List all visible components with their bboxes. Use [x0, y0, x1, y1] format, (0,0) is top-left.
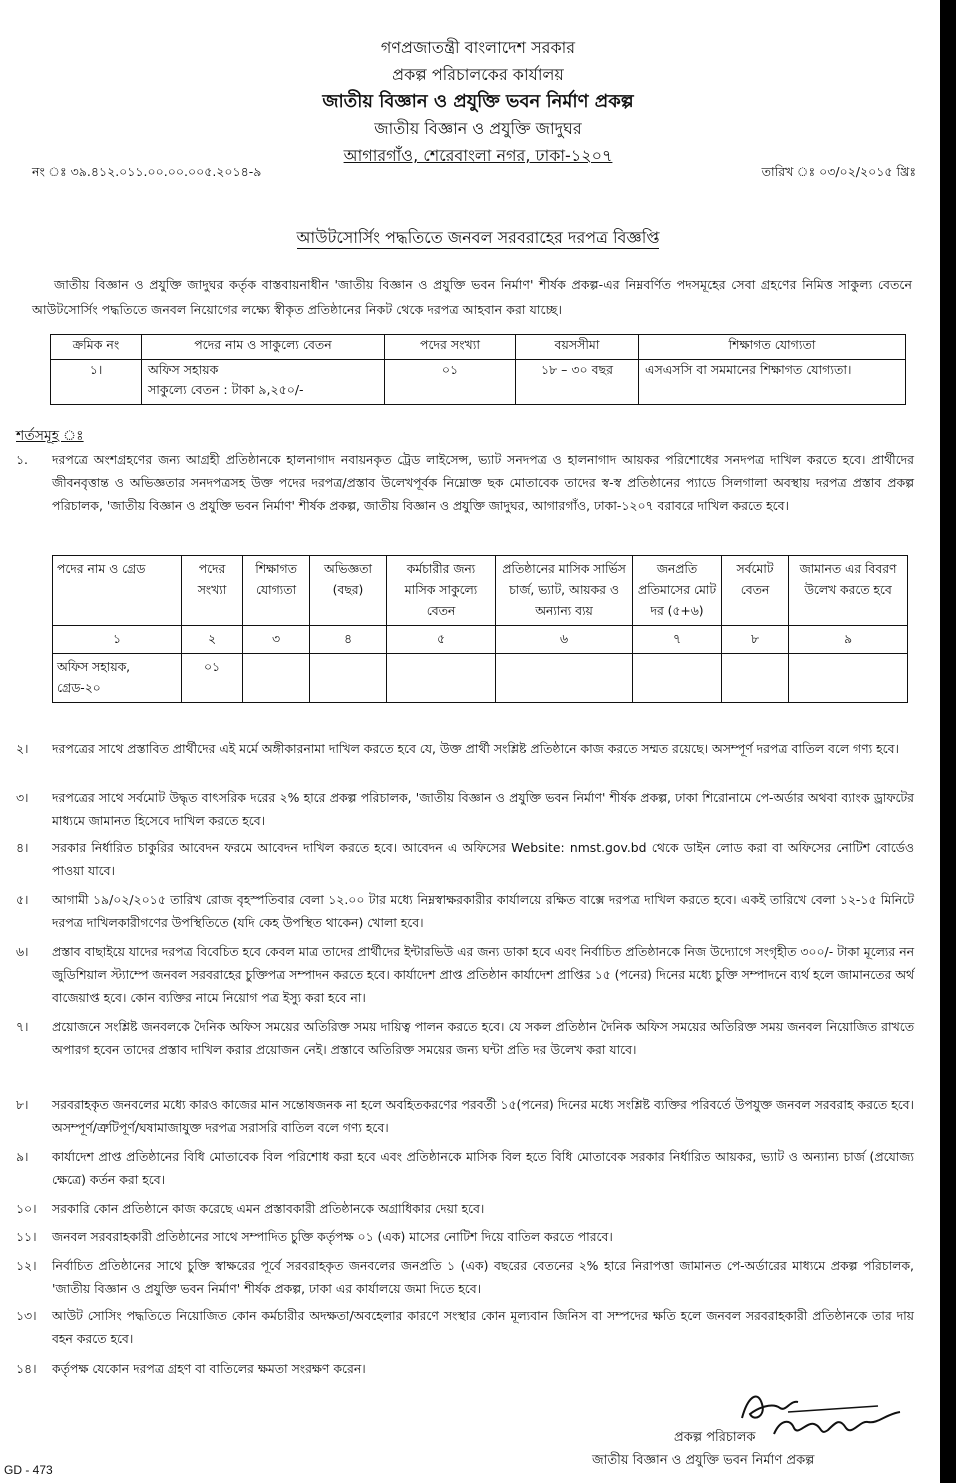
col-number: ৩: [243, 626, 310, 654]
col-number: ৯: [789, 626, 908, 654]
empty-cell: [243, 654, 310, 703]
post-table-header: [51, 335, 906, 360]
condition-text: দরপত্রের সাথে প্রস্তাবিত প্রার্থীদের এই মর্মে অঙ্গীকারনামা দাখিল করতে হবে যে, উক্ত প্রার্থী সংশ্লিষ্ট প্রতিষ্ঠানে কাজ করতে সম্মত রয়েছে। অসম্পূর্ণ দরপত্র বাতিল বলে গণ্য হবে।: [52, 741, 899, 756]
scan-edge: [940, 0, 956, 1483]
header-count: পদের সংখ্যা: [385, 335, 516, 360]
condition-11: [16, 1225, 914, 1248]
museum-name: জাতীয় বিজ্ঞান ও প্রযুক্তি জাদুঘর: [374, 119, 582, 138]
condition-7: [16, 1015, 914, 1061]
row-qualification: এসএসসি বা সমমানের শিক্ষাগত যোগ্যতা।: [639, 360, 906, 405]
condition-text: কর্তৃপক্ষ যেকোন দরপত্র গ্রহণ বা বাতিলের ক্ষমতা সংরক্ষণ করেন।: [52, 1361, 366, 1376]
col-number: ৪: [310, 626, 387, 654]
col-number: ১: [53, 626, 182, 654]
bid-header-count: পদের সংখ্যা: [182, 556, 243, 626]
col-number: ২: [182, 626, 243, 654]
condition-text: দরপত্রে অংশগ্রহণের জন্য আগ্রহী প্রতিষ্ঠানকে হালনাগাদ নবায়নকৃত ট্রেড লাইসেন্স, ভ্যাট সনদপত্র ও হালনাগাদ আয়কর পরিশোধের সনদপত্র দাখিল করতে হবে। প্রার্থীদের জীবনবৃত্তান্ত ও অভিজ্ঞতার সনদপত্রসহ উক্ত পদের দরপত্র/প্রস্তাব উলেখপূর্বক নিম্নোক্ত ছক মোতাবেক তাদের স্ব-স্ব প্রতিষ্ঠানের প্যাডে সিলগালা অবস্থায় দরপত্র প্রস্তাব প্রকল্প পরিচালক, 'জাতীয় বিজ্ঞান ও প্রযুক্তি ভবন নির্মাণ' শীর্ষক প্রকল্প, জাতীয় বিজ্ঞান ও প্রযুক্তি জাদুঘর, আগারগাঁও, ঢাকা-১২০৭ বরাবরে দাখিল করতে হবে।: [52, 452, 914, 513]
bid-header-total-salary: সর্বমোট বেতন: [722, 556, 789, 626]
notice-date: তারিখ ঃ ০৩/০২/২০১৫ খ্রিঃ: [761, 164, 916, 179]
condition-number: ১১।: [16, 1229, 37, 1244]
col-number: ৮: [722, 626, 789, 654]
intro-paragraph: জাতীয় বিজ্ঞান ও প্রযুক্তি জাদুঘর কর্তৃক বাস্তবায়নাধীন 'জাতীয় বিজ্ঞান ও প্রযুক্তি ভবন নির্মাণ' শীর্ষক প্রকল্প-এর নিম্নবর্ণিত পদসমূহের সেবা গ্রহণের নিমিত্ত সাকুল্য বেতনে আউটসোর্সিং পদ্ধতিতে জনবল নিয়োগের লক্ষ্যে স্বীকৃত প্রতিষ্ঠানের নিকট থেকে দরপত্র আহবান করা যাচ্ছে।: [32, 277, 912, 317]
header-post: পদের নাম ও সাকুল্যে বেতন: [142, 335, 385, 360]
empty-cell: [496, 654, 633, 703]
condition-number: ১.: [16, 452, 28, 467]
condition-10: [16, 1197, 914, 1220]
bid-header-security: জামানত এর বিবরণ উলেখ করতে হবে: [789, 556, 908, 626]
header-qualification: শিক্ষাগত যোগ্যতা: [639, 335, 906, 360]
condition-6: [16, 940, 914, 1009]
office-address: আগারগাঁও, শেরেবাংলা নগর, ঢাকা-১২০৭: [343, 146, 613, 165]
bid-header-total-rate: জনপ্রতি প্রতিমাসের মোট দর (৫+৬): [633, 556, 722, 626]
condition-text: সরকার নির্ধারিত চাকুরির আবেদন ফরমে আবেদন দাখিল করতে হবে। আবেদন এ অফিসের Website: nmst.gov.bd থেকে ডাইন লোড করা বা অফিসের নোটিশ বোর্ডেও পাওয়া যাবে।: [52, 840, 914, 878]
condition-number: ৫।: [16, 892, 29, 907]
conditions-heading: শর্তসমূহ ঃ: [16, 428, 84, 444]
bid-table-header: [53, 556, 908, 626]
condition-1: [16, 448, 914, 517]
condition-9: [16, 1145, 914, 1191]
condition-number: ১২।: [16, 1258, 37, 1273]
memo-number: নং ঃ ৩৯.৪১২.০১১.০০.০০.০০৫.২০১৪-৯: [32, 164, 262, 179]
header-age: বয়সসীমা: [516, 335, 639, 360]
signatory-title: জাতীয় বিজ্ঞান ও প্রযুক্তি ভবন নির্মাণ প্রকল্প: [592, 1453, 815, 1468]
office-name: প্রকল্প পরিচালকের কার্যালয়: [392, 65, 564, 84]
empty-cell: [789, 654, 908, 703]
condition-number: ১০।: [16, 1201, 37, 1216]
condition-14: [16, 1357, 914, 1380]
post-name: অফিস সহায়ক: [148, 362, 219, 377]
table-row: [53, 654, 908, 703]
condition-number: ১৪।: [16, 1361, 37, 1376]
bid-row-post: [53, 654, 182, 703]
handwritten-signature: [728, 1378, 918, 1444]
bid-header-service-charge: প্রতিষ্ঠানের মাসিক সার্ভিস চার্জ, ভ্যাট, আয়কর ও অন্যান্য ব্যয়: [496, 556, 633, 626]
condition-13: [16, 1304, 914, 1350]
condition-12: [16, 1254, 914, 1300]
condition-text: কার্যাদেশ প্রাপ্ত প্রতিষ্ঠানের বিধি মোতাবেক বিল পরিশোধ করা হবে এবং প্রতিষ্ঠানকে মাসিক বিল হতে বিধি মোতাবেক সরকার নির্ধারিত আয়কর, ভ্যাট ও অন্যান্য চার্জ (প্রযোজ্য ক্ষেত্রে) কর্তন করা হবে।: [52, 1149, 914, 1187]
empty-cell: [722, 654, 789, 703]
col-number: ৭: [633, 626, 722, 654]
table-row: [51, 360, 906, 405]
condition-text: প্রস্তাব বাছাইয়ে যাদের দরপত্র বিবেচিত হবে কেবল মাত্র তাদের প্রার্থীদের ইন্টারভিউ এর জন্য ডাকা হবে এবং নির্বাচিত প্রতিষ্ঠানকে নিজ উদ্যোগে সংগৃহীত ৩০০/- টাকা মূল্যের নন জুডিশিয়াল স্ট্যাম্পে জনবল সরবরাহের চুক্তিপত্র সম্পাদন করতে হবে। কার্যাদেশ প্রাপ্ত প্রতিষ্ঠান কার্যাদেশ প্রাপ্তির ১৫ (পনের) দিনের মধ্যে চুক্তি সম্পাদনে ব্যর্থ হলে জামানতের অর্থ বাজেয়াপ্ত হবে। কোন ব্যক্তির নামে নিয়োগ পত্র ইস্যু করা হবে না।: [52, 944, 914, 1005]
condition-5: [16, 888, 914, 934]
condition-number: ২।: [16, 741, 29, 756]
row-post: [142, 360, 385, 405]
condition-8: [16, 1093, 914, 1139]
condition-text: নির্বাচিত প্রতিষ্ঠানের সাথে চুক্তি স্বাক্ষরের পূর্বে সরবরাহকৃত জনবলের জনপ্রতি ১ (এক) বছরের বেতনের ২% হারে নিরাপত্তা জামানত পে-অর্ডারের মাধ্যমে প্রকল্প পরিচালক, 'জাতীয় বিজ্ঞান ও প্রযুক্তি ভবন নির্মাণ' শীর্ষক প্রকল্প, ঢাকা এর কার্যালয়ে জমা দিতে হবে।: [52, 1258, 914, 1296]
condition-number: ৪।: [16, 840, 29, 855]
condition-number: ৩।: [16, 790, 29, 805]
condition-2: [16, 737, 914, 760]
govt-name: গণপ্রজাতন্ত্রী বাংলাদেশ সরকার: [380, 38, 576, 57]
empty-cell: [387, 654, 496, 703]
post-salary: সাকুল্যে বেতন : টাকা ৯,২৫০/-: [148, 382, 304, 397]
signatory-name: প্রকল্প পরিচালক: [674, 1430, 756, 1445]
row-serial: ১।: [51, 360, 142, 405]
condition-text: সরবরাহকৃত জনবলের মধ্যে কারও কাজের মান সন্তোষজনক না হলে অবহিতকরণের পরবর্তী ১৫(পনের) দিনের মধ্যে সংশ্লিষ্ট ব্যক্তির পরিবর্তে উপযুক্ত জনবল সরবরাহ করতে হবে। অসম্পূর্ণ/ত্রুটিপূর্ণ/ঘষামাজাযুক্ত দরপত্র সরাসরি বাতিল বলে গণ্য হবে।: [52, 1097, 914, 1135]
condition-text: আগামী ১৯/০২/২০১৫ তারিখ রোজ বৃহস্পতিবার বেলা ১২.০০ টার মধ্যে নিম্নস্বাক্ষরকারীর কার্যালয়ে রক্ষিত বাক্সে দরপত্র দাখিল করতে হবে। একই তারিখে বেলা ১২-১৫ মিনিটে দরপত্র দাখিলকারীগণের উপস্থিতিতে (যদি কেহ উপস্থিত থাকেন) খোলা হবে।: [52, 892, 914, 930]
bid-header-post: পদের নাম ও গ্রেড: [53, 556, 182, 626]
bid-post-name: অফিস সহায়ক,: [57, 660, 131, 674]
condition-text: দরপত্রের সাথে সর্বমোট উদ্ধৃত বাৎসরিক দরের ২% হারে প্রকল্প পরিচালক, 'জাতীয় বিজ্ঞান ও প্রযুক্তি ভবন নির্মাণ' শীর্ষক প্রকল্প, ঢাকা শিরোনামে পে-অর্ডার অথবা ব্যাংক ড্রাফটের মাধ্যমে জামানত হিসেবে দাখিল করতে হবে।: [52, 790, 914, 828]
letterhead: [0, 34, 956, 169]
gd-number: GD - 473: [4, 1463, 53, 1477]
post-table: [50, 334, 906, 405]
condition-number: ৯।: [16, 1149, 29, 1164]
bid-header-salary: কর্মচারীর জন্য মাসিক সাকুল্যে বেতন: [387, 556, 496, 626]
condition-text: প্রয়োজনে সংশ্লিষ্ট জনবলকে দৈনিক অফিস সময়ের অতিরিক্ত সময় দায়িত্ব পালন করতে হবে। যে সকল প্রতিষ্ঠান দৈনিক অফিস সময়ের অতিরিক্ত সময় জনবল নিয়োজিত রাখতে অপারগ হবেন তাদের প্রস্তাব দাখিল করার প্রয়োজন নেই। প্রস্তাবে অতিরিক্ত সময়ের জন্য ঘন্টা প্রতি দর উলেখ করা যাবে।: [52, 1019, 914, 1057]
empty-cell: [310, 654, 387, 703]
condition-number: ৬।: [16, 944, 29, 959]
row-count: ০১: [385, 360, 516, 405]
project-name: জাতীয় বিজ্ঞান ও প্রযুক্তি ভবন নির্মাণ প্রকল্প: [322, 91, 634, 112]
col-number: ৫: [387, 626, 496, 654]
empty-cell: [633, 654, 722, 703]
condition-text: সরকারি কোন প্রতিষ্ঠানে কাজ করেছে এমন প্রস্তাবকারী প্রতিষ্ঠানকে অগ্রাধিকার দেয়া হবে।: [52, 1201, 485, 1216]
bid-row-count: ০১: [182, 654, 243, 703]
condition-4: [16, 836, 914, 882]
condition-number: ৭।: [16, 1019, 29, 1034]
row-age: ১৮ – ৩০ বছর: [516, 360, 639, 405]
col-number: ৬: [496, 626, 633, 654]
condition-text: আউট সোসিং পদ্ধতিতে নিয়োজিত কোন কর্মচারীর অদক্ষতা/অবহেলার কারণে সংস্থার কোন মূল্যবান জিনিস বা সম্পদের ক্ষতি হলে জনবল সরবরাহকারী প্রতিষ্ঠানকে তার দায় বহন করতে হবে।: [52, 1308, 914, 1346]
condition-number: ১৩।: [16, 1308, 37, 1323]
condition-text: জনবল সরবরাহকারী প্রতিষ্ঠানের সাথে সম্পাদিত চুক্তি কর্তৃপক্ষ ০১ (এক) মাসের নোটিশ দিয়ে বাতিল করতে পারবে।: [52, 1229, 613, 1244]
bid-post-grade: গ্রেড-২০: [57, 681, 101, 695]
notice-title-text: আউটসোর্সিং পদ্ধতিতে জনবল সরবরাহের দরপত্র বিজ্ঞপ্তি: [296, 228, 660, 247]
bid-header-qualification: শিক্ষাগত যোগ্যতা: [243, 556, 310, 626]
bid-table: [52, 555, 908, 703]
header-serial: ক্রমিক নং: [51, 335, 142, 360]
condition-number: ৮।: [16, 1097, 29, 1112]
condition-3: [16, 786, 914, 832]
notice-title: [0, 225, 956, 252]
bid-header-experience: অভিজ্ঞতা (বছর): [310, 556, 387, 626]
bid-table-number-row: [53, 626, 908, 654]
